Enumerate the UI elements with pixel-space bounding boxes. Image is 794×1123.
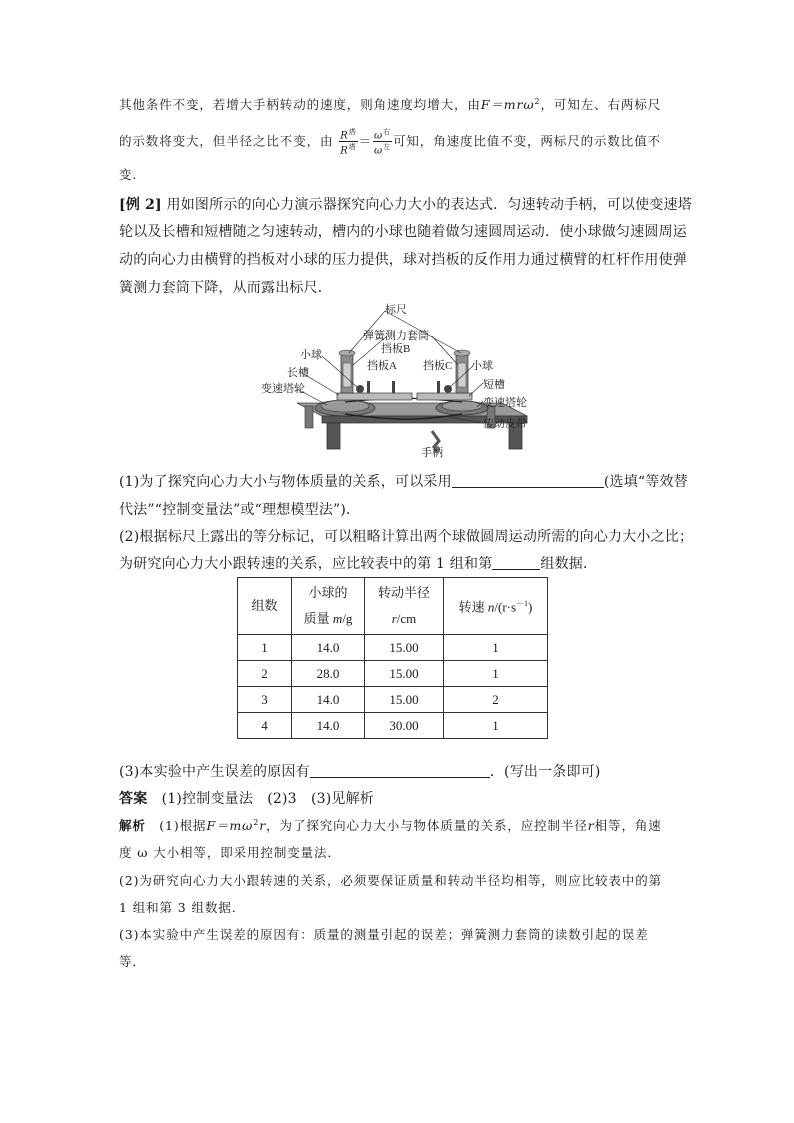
table-cell: 1 (238, 635, 292, 661)
table-cell: 3 (238, 687, 292, 713)
baffle-b (392, 381, 395, 393)
answer-blank-3[interactable] (310, 763, 490, 778)
analysis-line-5: (3)本实验中产生误差的原因有：质量的测量引起的误差；弹簧测力套筒的读数引起的误差 (119, 927, 649, 942)
label-short-groove: 短槽 (483, 379, 505, 391)
table-cell: 1 (444, 713, 548, 739)
label-belt: 传动皮带 (483, 418, 527, 430)
label-baffle-a: 挡板A (367, 360, 397, 372)
analysis-label: 解析 (119, 818, 146, 833)
analysis-line-2: 度 ω 大小相等，即采用控制变量法． (119, 845, 341, 860)
centripetal-demonstrator-figure (257, 303, 547, 463)
handle (432, 431, 439, 448)
left-leg (327, 423, 340, 449)
answer-line: 答案 (1)控制变量法 (2)3 (3)见解析 (119, 791, 375, 807)
question-3: (3)本实验中产生误差的原因有 ．(写出一条即可) (119, 764, 601, 780)
header-group: 组数 (238, 578, 292, 635)
analysis-line-4: 1 组和第 3 组数据． (119, 900, 246, 915)
label-ruler: 标尺 (385, 304, 407, 316)
header-speed: 转速 $n/(r\cdot s^{-1})$ (444, 578, 548, 635)
label-ball-left: 小球 (300, 349, 322, 361)
analysis-line-1: 解析 (1)根据$F=m\omega^2r$，为了探究向心力大小与物体质量的关系，应控制半径r相等，角速 (119, 817, 662, 833)
header-mass: 小球的 质量 m/g (292, 578, 365, 635)
prev-line-3: 变. (119, 167, 138, 182)
baffle-a (367, 381, 370, 393)
question-1-line-2: 代法”“控制变量法”或“理想模型法”)． (119, 502, 361, 518)
table-cell: 14.0 (292, 713, 365, 739)
answer-blank-1[interactable] (452, 473, 604, 488)
table-cell: 15.00 (365, 687, 444, 713)
long-groove (337, 393, 412, 400)
table-row (238, 635, 548, 661)
example-line-2: 轮以及长槽和短槽随之匀速转动，槽内的小球也随着做匀速圆周运动．使小球做匀速圆周运 (119, 224, 687, 240)
example-line-1: [例 2] 用如图所示的向心力演示器探究向心力大小的表达式．匀速转动手柄，可以使变速塔 (119, 197, 692, 213)
table-cell: 2 (238, 661, 292, 687)
question-2-line-1: (2)根据标尺上露出的等分标记，可以粗略计算出两个球做圆周运动所需的向心力大小之比； (119, 529, 694, 545)
table-cell: 30.00 (365, 713, 444, 739)
label-baffle-c: 挡板C (423, 360, 453, 372)
label-ball-right: 小球 (471, 360, 493, 372)
left-ball (356, 385, 364, 393)
label-handle: 手柄 (421, 447, 443, 459)
example-line-4: 簧测力套筒下降，从而露出标尺． (119, 280, 332, 296)
table-row (238, 661, 548, 687)
label-pulley-right: 变速塔轮 (483, 397, 527, 409)
prev-line-2: 的示数将变大，但半径之比不变，由 $\frac{R^塔}{R^塔}$ ＝ $\frac{\omega^右}{\omega^左}$ 可知，角速度比值不变，两标尺的示数比值不 (119, 128, 662, 157)
table-cell: 4 (238, 713, 292, 739)
header-radius: 转动半径 r/cm (365, 578, 444, 635)
answer-label: 答案 (119, 791, 148, 807)
table-cell: 15.00 (365, 661, 444, 687)
table-header-row (238, 578, 548, 635)
label-long-groove: 长槽 (287, 367, 309, 379)
analysis-line-3: (2)为研究向心力大小跟转速的关系，必须要保证质量和转动半径均相等，则应比较表中的第 (119, 873, 663, 888)
data-table (237, 577, 548, 739)
table-cell: 1 (444, 635, 548, 661)
table-cell: 15.00 (365, 635, 444, 661)
question-2-line-2: 为研究向心力大小跟转速的关系，应比较表中的第 1 组和第 组数据． (119, 556, 598, 572)
prev-line-1: 其他条件不变，若增大手柄转动的速度，则角速度均增大，由F＝mrω$^2$，可知左、右两标尺 (119, 96, 662, 112)
example-tag: [例 2] (119, 197, 162, 213)
table-row (238, 687, 548, 713)
label-pulley-left: 变速塔轮 (261, 383, 305, 395)
ratio-fraction-right: $\frac{\omega^右}{\omega^左}$ (374, 128, 391, 157)
table-cell: 1 (444, 661, 548, 687)
analysis-line-6: 等． (119, 954, 146, 969)
table-cell: 14.0 (292, 635, 365, 661)
answer-blank-2[interactable] (492, 555, 540, 570)
table-cell: 28.0 (292, 661, 365, 687)
example-line-3: 动的向心力由横臂的挡板对小球的压力提供，球对挡板的反作用力通过横臂的杠杆作用使弹 (119, 252, 687, 268)
label-baffle-b: 挡板B (381, 343, 411, 355)
table-cell: 14.0 (292, 687, 365, 713)
ratio-fraction-left: $\frac{R^塔}{R^塔}$ (340, 128, 357, 157)
table-cell: 2 (444, 687, 548, 713)
short-groove (417, 393, 472, 400)
back-left-leg (305, 406, 313, 428)
label-spring-sleeve: 弹簧测力套筒 (363, 330, 429, 342)
table-row (238, 713, 548, 739)
question-1-line-1: (1)为了探究向心力大小与物体质量的关系，可以采用 (选填“等效替 (119, 474, 688, 490)
baffle-c (437, 381, 440, 393)
